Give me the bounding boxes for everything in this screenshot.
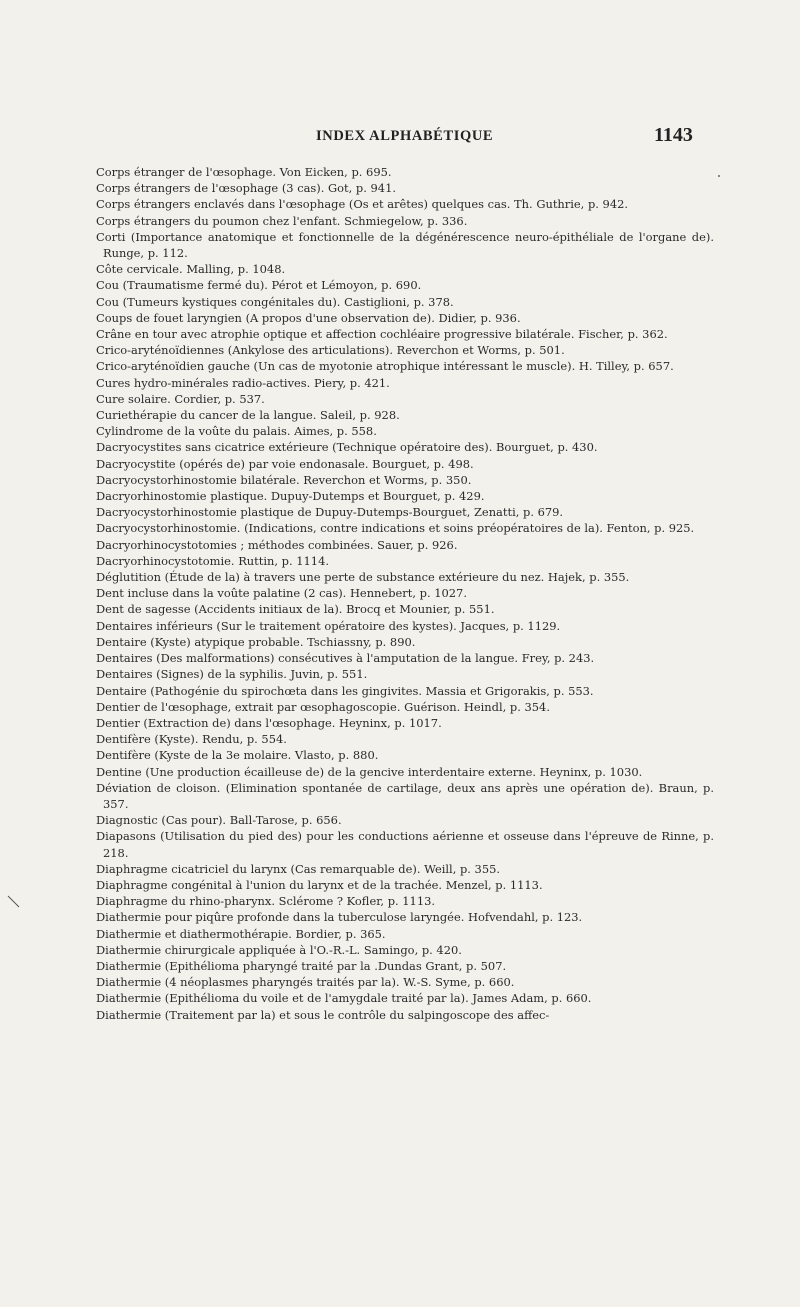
index-entry: Corps étrangers de l'œsophage (3 cas). Got, p. 941. bbox=[96, 181, 396, 196]
index-entry: Dacryorhinocystotomies ; méthodes combinées. Sauer, p. 926. bbox=[96, 537, 458, 552]
index-entry: Dentaires (Signes) de la syphilis. Juvin, p. 551. bbox=[96, 667, 368, 682]
index-entry: Diaphragme congénital à l'union du larynx et de la trachée. Menzel, p. 1113. bbox=[96, 877, 543, 892]
index-entry: Dacryocystites sans cicatrice extérieure (Technique opératoire des). Bourguet, p. 430. bbox=[96, 440, 598, 455]
index-entry: Cure solaire. Cordier, p. 537. bbox=[96, 391, 265, 406]
index-entry: Dentaires (Des malformations) consécutives à l'amputation de la langue. Frey, p. 243. bbox=[96, 651, 595, 666]
index-entry: Dentifère (Kyste de la 3e molaire. Vlasto, p. 880. bbox=[96, 748, 379, 763]
page-header bbox=[0, 124, 800, 150]
index-entry: Corps étranger de l'œsophage. Von Eicken, p. 695. bbox=[96, 165, 392, 179]
index-entry: Dentaires inférieurs (Sur le traitement opératoire des kystes). Jacques, p. 1129. bbox=[96, 618, 561, 633]
index-entry: Dentier (Extraction de) dans l'œsophage. Heyninx, p. 1017. bbox=[96, 715, 442, 730]
index-entry: Dentifère (Kyste). Rendu, p. 554. bbox=[96, 732, 287, 747]
index-entry: Curiethérapie du cancer de la langue. Saleil, p. 928. bbox=[96, 408, 400, 423]
index-entry: Diathermie pour piqûre profonde dans la tuberculose laryngée. Hofvendahl, p. 123. bbox=[96, 910, 583, 925]
index-entry: Diapasons (Utilisation du pied des) pour les conductions aérienne et osseuse dans l'épreuve de Rinne, p. 218. bbox=[96, 829, 714, 860]
index-entry: Diathermie et diathermothérapie. Bordier, p. 365. bbox=[96, 926, 386, 941]
index-entry: Déglutition (Étude de la) à travers une perte de substance extérieure du nez. Hajek, p. 355. bbox=[96, 570, 630, 585]
index-entry: Cou (Tumeurs kystiques congénitales du). Castiglioni, p. 378. bbox=[96, 294, 454, 309]
index-entry: Cures hydro-minérales radio-actives. Piery, p. 421. bbox=[96, 375, 390, 390]
running-title: INDEX ALPHABÉTIQUE bbox=[316, 128, 494, 144]
index-entry: Dentier de l'œsophage, extrait par œsophagoscopie. Guérison. Heindl, p. 354. bbox=[96, 699, 550, 714]
index-entry: Diagnostic (Cas pour). Ball-Tarose, p. 656. bbox=[96, 813, 342, 828]
index-entry: Corps étrangers du poumon chez l'enfant. Schmiegelow, p. 336. bbox=[96, 213, 468, 228]
index-entry: Dacryorhinocystotomie. Ruttin, p. 1114. bbox=[96, 553, 329, 568]
index-entries bbox=[96, 164, 714, 1023]
index-entry: Diathermie (Traitement par la) et sous le contrôle du salpingoscope des affec- bbox=[96, 1007, 550, 1022]
index-entry: Dacryocystorhinostomie. (Indications, contre indications et soins préopératoires de la). Fenton, p. 925. bbox=[96, 521, 695, 536]
index-entry: Dacryorhinostomie plastique. Dupuy-Dutemps et Bourguet, p. 429. bbox=[96, 489, 485, 504]
index-entry: Dacryocystite (opérés de) par voie endonasale. Bourguet, p. 498. bbox=[96, 456, 474, 471]
index-entry: Corps étrangers enclavés dans l'œsophage (Os et arêtes) quelques cas. Th. Guthrie, p. 942. bbox=[96, 197, 629, 212]
index-entry: Déviation de cloison. (Elimination spontanée de cartilage, deux ans après une opération de). Braun, p. 357. bbox=[96, 780, 714, 811]
page-number: 1143 bbox=[654, 124, 693, 146]
index-entry: Coups de fouet laryngien (A propos d'une observation de). Didier, p. 936. bbox=[96, 310, 521, 325]
index-entry: Côte cervicale. Malling, p. 1048. bbox=[96, 262, 286, 277]
index-entry: Cou (Traumatisme fermé du). Pérot et Lémoyon, p. 690. bbox=[96, 278, 422, 293]
index-entry: Dent de sagesse (Accidents initiaux de la). Brocq et Mounier, p. 551. bbox=[96, 602, 495, 617]
index-entry: Diaphragme cicatriciel du larynx (Cas remarquable de). Weill, p. 355. bbox=[96, 861, 501, 876]
index-entry: Dacryocystorhinostomie bilatérale. Reverchon et Worms, p. 350. bbox=[96, 472, 472, 487]
index-entry: Diathermie chirurgicale appliquée à l'O.-R.-L. Samingo, p. 420. bbox=[96, 942, 462, 957]
scan-speck bbox=[718, 175, 720, 177]
index-entry: Dentaire (Pathogénie du spirochœta dans les gingivites. Massia et Grigorakis, p. 553. bbox=[96, 683, 594, 698]
index-entry: Cylindrome de la voûte du palais. Aimes, p. 558. bbox=[96, 424, 377, 439]
index-entry: Diaphragme du rhino-pharynx. Sclérome ? Kofler, p. 1113. bbox=[96, 894, 436, 909]
index-entry: Corti (Importance anatomique et fonctionnelle de la dégénérescence neuro-épithéliale de l'organe de). Runge, p. 112. bbox=[96, 229, 714, 261]
index-entry: Dent incluse dans la voûte palatine (2 cas). Hennebert, p. 1027. bbox=[96, 586, 467, 601]
index-entry: Dacryocystorhinostomie plastique de Dupuy-Dutemps-Bourguet, Zenatti, p. 679. bbox=[96, 505, 564, 520]
index-entry: Dentaire (Kyste) atypique probable. Tschiassny, p. 890. bbox=[96, 634, 416, 649]
index-entry: Dentine (Une production écailleuse de) de la gencive interdentaire externe. Heyninx, p. 1030. bbox=[96, 764, 643, 779]
index-entry: Crico-aryténoïdien gauche (Un cas de myotonie atrophique intéressant le muscle). H. Tilley, p. 657. bbox=[96, 359, 674, 374]
scan-margin-mark bbox=[6, 894, 22, 910]
index-entry: Diathermie (Epithélioma du voile et de l'amygdale traité par la). James Adam, p. 660. bbox=[96, 991, 592, 1006]
index-entry: Crico-aryténoïdiennes (Ankylose des articulations). Reverchon et Worms, p. 501. bbox=[96, 343, 565, 358]
index-entry: Diathermie (Epithélioma pharyngé traité par la .Dundas Grant, p. 507. bbox=[96, 958, 507, 973]
index-entry: Crâne en tour avec atrophie optique et affection cochléaire progressive bilatérale. Fischer, p. 362. bbox=[96, 327, 668, 342]
index-entry: Diathermie (4 néoplasmes pharyngés traités par la). W.-S. Syme, p. 660. bbox=[96, 975, 515, 990]
